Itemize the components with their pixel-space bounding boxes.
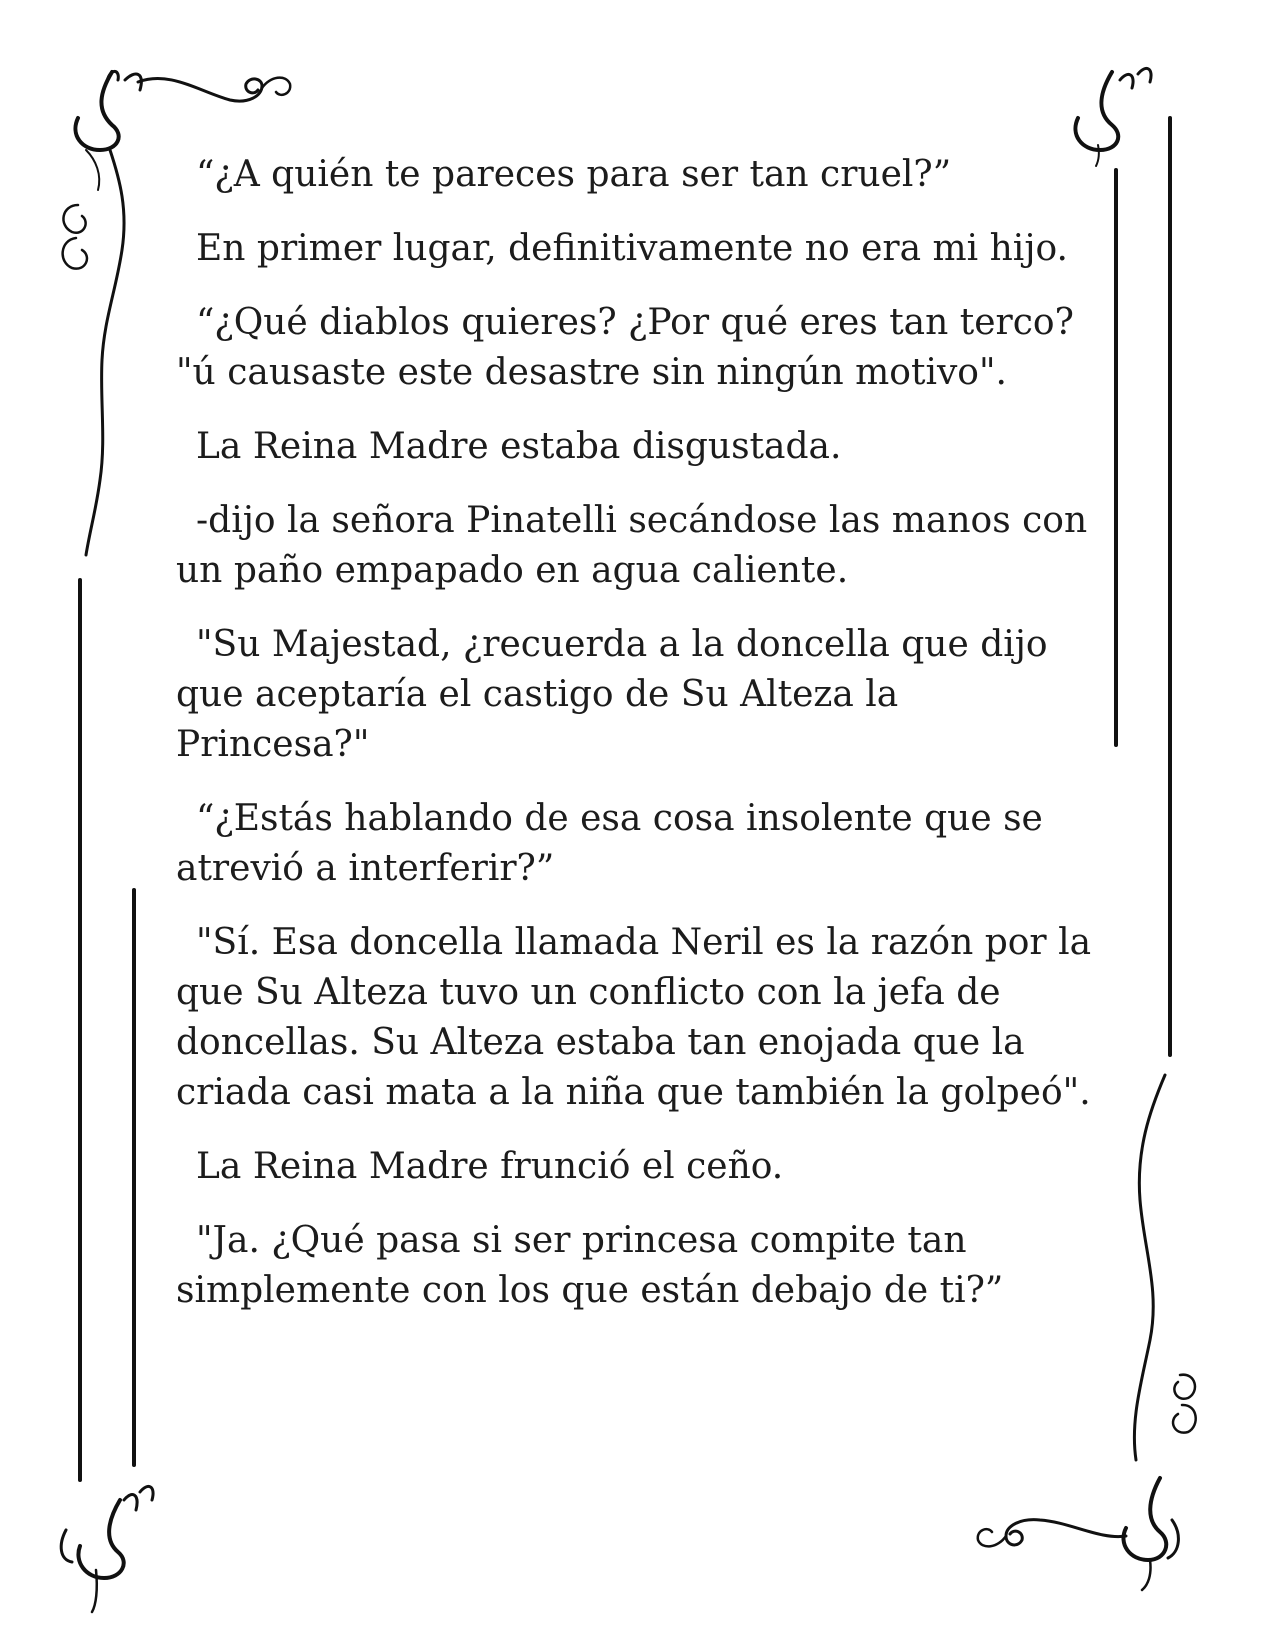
- paragraph: La Reina Madre frunció el ceño.: [196, 1146, 784, 1187]
- paragraph: “¿A quién te pareces para ser tan cruel?”: [196, 154, 952, 195]
- paragraph: "Ja. ¿Qué pasa si ser princesa compite tan simplemente con los que están debajo de ti?”: [176, 1220, 1004, 1311]
- paragraph: "Su Majestad, ¿recuerda a la doncella que dijo que aceptaría el castigo de Su Alteza la Princesa?": [176, 624, 1048, 765]
- paragraph: “¿Qué diablos quieres? ¿Por qué eres tan terco? "ú causaste este desastre sin ningún motivo".: [176, 302, 1074, 393]
- paragraph: La Reina Madre estaba disgustada.: [196, 426, 842, 467]
- paragraph: “¿Estás hablando de esa cosa insolente que se atrevió a interferir?”: [176, 798, 1043, 889]
- story-text: [176, 150, 1096, 1340]
- paragraph: En primer lugar, definitivamente no era mi hijo.: [196, 228, 1068, 269]
- paragraph: -dijo la señora Pinatelli secándose las manos con un paño empapado en agua caliente.: [176, 500, 1088, 591]
- flourish-bottom-left: [61, 1486, 153, 1612]
- paragraph: "Sí. Esa doncella llamada Neril es la razón por la que Su Alteza tuvo un conflicto con la jefa de doncellas. Su Alteza estaba tan enojada que la criada casi mata a la niña que también la golpeó".: [176, 922, 1092, 1113]
